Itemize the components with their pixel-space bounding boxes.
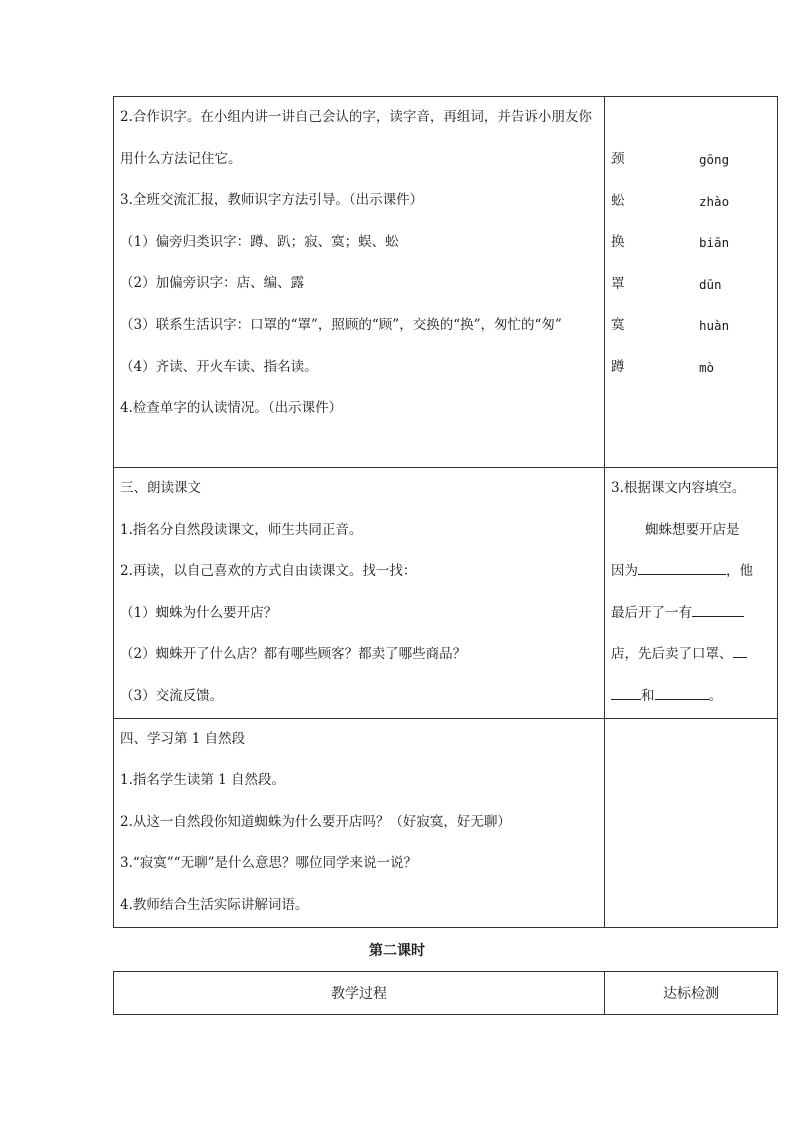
pinyin: huàn <box>699 318 730 334</box>
table-row <box>114 718 778 927</box>
char: 寞 <box>611 317 625 334</box>
lesson-header-table <box>113 971 778 1015</box>
column-header-assessment: 达标检测 <box>605 972 778 1015</box>
list-item: 1.指名分自然段读课文，师生共同正音。 <box>120 521 363 538</box>
list-item: （1）偏旁归类识字：蹲、趴；寂、寞；蜈、蚣 <box>120 233 399 250</box>
text: 最后开了一有 <box>611 604 692 621</box>
char: 颈 <box>611 151 625 167</box>
list-item: （2）蜘蛛开了什么店？都有哪些顾客？都卖了哪些商品？ <box>120 646 467 663</box>
fill-blank-line <box>605 676 777 718</box>
pinyin: gōng <box>699 152 730 167</box>
pinyin-row <box>605 305 777 347</box>
table-row <box>114 97 778 468</box>
answer-blank <box>692 602 744 617</box>
list-item: （3）交流反馈。 <box>120 687 224 704</box>
list-item: 3.“寂寞”“无聊”是什么意思？哪位同学来说一说？ <box>120 855 417 872</box>
char: 换 <box>611 234 625 251</box>
section-heading: 三、朗读课文 <box>120 480 201 496</box>
fill-blank-title: 3.根据课文内容填空。 <box>611 480 746 496</box>
pinyin-row <box>605 264 777 306</box>
teaching-process-cell <box>114 468 605 719</box>
pinyin-row <box>605 139 777 181</box>
list-item: 4.教师结合生活实际讲解词语。 <box>120 896 309 913</box>
lesson-table <box>113 96 778 928</box>
fill-blank-line: 蜘蛛想要开店是 <box>645 521 740 538</box>
text: 。 <box>708 687 722 704</box>
list-item: 2.合作识字。在小组内讲一讲自己会认的字，读字音，再组词，并告诉小朋友你用什么方法记住它。 <box>120 109 592 167</box>
list-item: 4.检查单字的认读情况。（出示课件） <box>120 400 343 417</box>
text: ，他 <box>726 563 753 580</box>
char: 蹲 <box>611 358 625 375</box>
list-item: 2.从这一自然段你知道蜘蛛为什么要开店吗？（好寂寞，好无聊） <box>120 813 511 830</box>
answer-blank <box>733 643 747 658</box>
assessment-cell <box>605 718 778 927</box>
text: 和 <box>641 687 655 704</box>
list-item: （3）联系生活识字：口罩的“罩”，照顾的“顾”，交换的“换”，匆忙的“匆” <box>120 316 562 333</box>
table-row <box>114 972 778 1015</box>
pinyin: dūn <box>699 276 722 292</box>
pinyin: biān <box>699 235 730 251</box>
list-item: （2）加偏旁识字：店、编、露 <box>120 275 305 292</box>
fill-blank-line <box>605 634 777 676</box>
pinyin-row <box>605 347 777 389</box>
pinyin: zhào <box>699 193 730 209</box>
list-item: （1）蜘蛛为什么要开店？ <box>120 604 278 621</box>
text: 因为 <box>611 563 638 580</box>
char: 罩 <box>611 275 625 292</box>
answer-blank <box>638 560 726 575</box>
list-item: 1.指名学生读第 1 自然段。 <box>120 772 286 789</box>
teaching-process-cell <box>114 718 605 927</box>
teaching-process-cell <box>114 97 605 468</box>
text: 店，先后卖了口罩、 <box>611 646 733 663</box>
pinyin-row <box>605 181 777 223</box>
answer-blank <box>611 685 641 700</box>
pinyin-row <box>605 222 777 264</box>
pinyin: mò <box>699 359 715 375</box>
assessment-cell <box>605 97 778 468</box>
assessment-cell <box>605 468 778 719</box>
section-heading: 四、学习第 1 自然段 <box>120 730 246 747</box>
list-item: 2.再读，以自己喜欢的方式自由读课文。找一找： <box>120 563 417 580</box>
column-header-teaching-process: 教学过程 <box>114 972 605 1015</box>
list-item: 3.全班交流汇报，教师识字方法引导。（出示课件） <box>120 192 424 209</box>
char: 蚣 <box>611 192 625 209</box>
fill-blank-line <box>605 551 777 593</box>
list-item: （4）齐读、开火车读、指名读。 <box>120 358 318 375</box>
table-row <box>114 468 778 719</box>
lesson-heading: 第二课时 <box>369 943 425 959</box>
answer-blank <box>655 685 709 700</box>
fill-blank-line <box>605 593 777 635</box>
